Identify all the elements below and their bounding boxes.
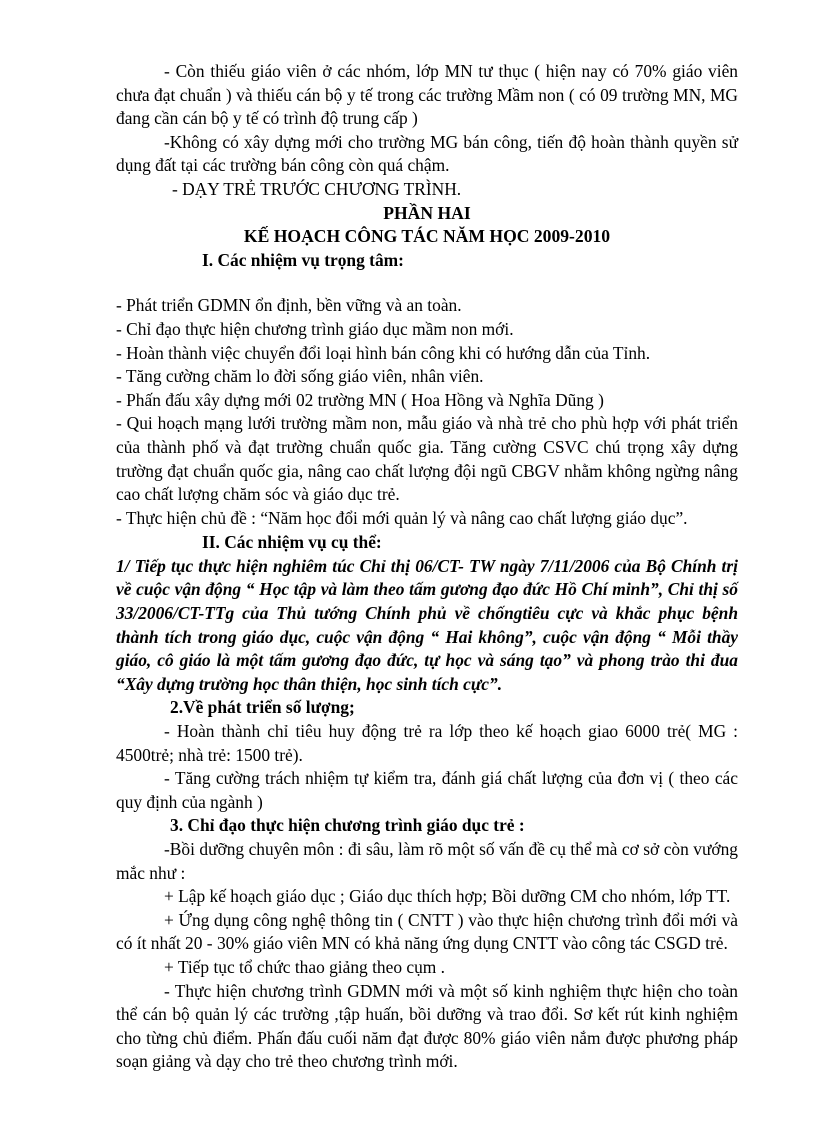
section2-item3-paragraph-5: - Thực hiện chương trình GDMN mới và một số kinh nghiệm thực hiện cho toàn thể cán bộ quản lý các trường ,tập huấn, bồi dưỡng và trao đổi. Sơ kết rút kinh nghiệm cho từng chủ điểm. Phấn đấu cuối năm đạt được 80% giáo viên nắm được phương pháp soạn giảng và dạy cho trẻ theo chương trình mới. [116, 980, 738, 1072]
section2-item3-paragraph-4: + Tiếp tục tổ chức thao giảng theo cụm . [164, 956, 446, 977]
section1-item-3: - Hoàn thành việc chuyển đổi loại hình bán công khi có hướng dẫn của Tỉnh. [116, 342, 651, 363]
section1-item-5: - Phấn đấu xây dựng mới 02 trường MN ( Hoa Hồng và Nghĩa Dũng ) [116, 389, 604, 410]
section1-item-4: - Tăng cường chăm lo đời sống giáo viên, nhân viên. [116, 366, 484, 387]
section2-item1: 1/ Tiếp tục thực hiện nghiêm túc Chỉ thị 06/CT- TW ngày 7/11/2006 của Bộ Chính trị về cuộc vận động “ Học tập và làm theo tấm gương đạo đức Hồ Chí minh”, Chỉ thị số 33/2006/CT-TTg của Thủ tướng Chính phủ về chốngtiêu cực và khắc phục bệnh thành tích trong giáo dục, cuộc vận động “ Hai không”, cuộc vận động “ Mỗi thầy giáo, cô giáo là một tấm gương đạo đức, tự học và sáng tạo” và phong trào thi đua “Xây dựng trường học thân thiện, học sinh tích cực”. [116, 555, 738, 694]
section2-heading: II. Các nhiệm vụ cụ thể: [202, 532, 382, 553]
section2-item3-paragraph-1: -Bồi dưỡng chuyên môn : đi sâu, làm rõ một số vấn đề cụ thể mà cơ sở còn vướng mắc như : [116, 839, 738, 883]
intro-paragraph-1: - Còn thiếu giáo viên ở các nhóm, lớp MN tư thục ( hiện nay có 70% giáo viên chưa đạt chuẩn ) và thiếu cán bộ y tế trong các trường Mầm non ( có 09 trường MN, MG đang cần cán bộ y tế có trình độ trung cấp ) [116, 61, 738, 129]
intro-paragraph-2: -Không có xây dựng mới cho trường MG bán công, tiến độ hoàn thành quyền sử dụng đất tại các trường bán công còn quá chậm. [116, 131, 738, 176]
section2-item2-paragraph-2: - Tăng cường trách nhiệm tự kiểm tra, đánh giá chất lượng của đơn vị ( theo các quy định của ngành ) [116, 768, 738, 812]
section2-item3-paragraph-3: + Ứng dụng công nghệ thông tin ( CNTT ) vào thực hiện chương trình đổi mới và có ít nhất 20 - 30% giáo viên MN có khả năng ứng dụng CNTT vào công tác CSGD trẻ. [116, 909, 738, 954]
section1-item-1: - Phát triển GDMN ổn định, bền vững và an toàn. [116, 295, 462, 316]
section1-heading: I. Các nhiệm vụ trọng tâm: [202, 249, 404, 270]
section2-item3-paragraph-2: + Lập kế hoạch giáo dục ; Giáo dục thích hợp; Bồi dưỡng CM cho nhóm, lớp TT. [164, 886, 731, 907]
section1-item-7: - Thực hiện chủ đề : “Năm học đổi mới quản lý và nâng cao chất lượng giáo dục”. [116, 507, 688, 528]
plan-title: KẾ HOẠCH CÔNG TÁC NĂM HỌC 2009-2010 [243, 226, 611, 247]
section2-item2-paragraph-1: - Hoàn thành chỉ tiêu huy động trẻ ra lớp theo kế hoạch giao 6000 trẻ( MG : 4500trẻ; nhà trẻ: 1500 trẻ). [116, 721, 738, 765]
section2-item3-heading: 3. Chỉ đạo thực hiện chương trình giáo dục trẻ : [170, 815, 525, 836]
intro-paragraph-3: - DẠY TRẺ TRƯỚC CHƯƠNG TRÌNH. [172, 178, 462, 199]
blank-line [116, 272, 738, 294]
section1-item-6: - Qui hoạch mạng lưới trường mầm non, mẫu giáo và nhà trẻ cho phù hợp với phát triển của thành phố và đạt trường chuẩn quốc gia. Tăng cường CSVC chú trọng xây dựng trường đạt chuẩn quốc gia, nâng cao chất lượng đội ngũ CBGV nhằm không ngừng nâng cao chất lượng chăm sóc và giáo dục trẻ. [116, 413, 738, 505]
section2-item2-heading: 2.Về phát triển số lượng; [170, 697, 355, 718]
section1-item-2: - Chỉ đạo thực hiện chương trình giáo dục mầm non mới. [116, 318, 514, 339]
document-page [116, 60, 738, 1074]
part-title: PHẦN HAI [383, 202, 471, 223]
